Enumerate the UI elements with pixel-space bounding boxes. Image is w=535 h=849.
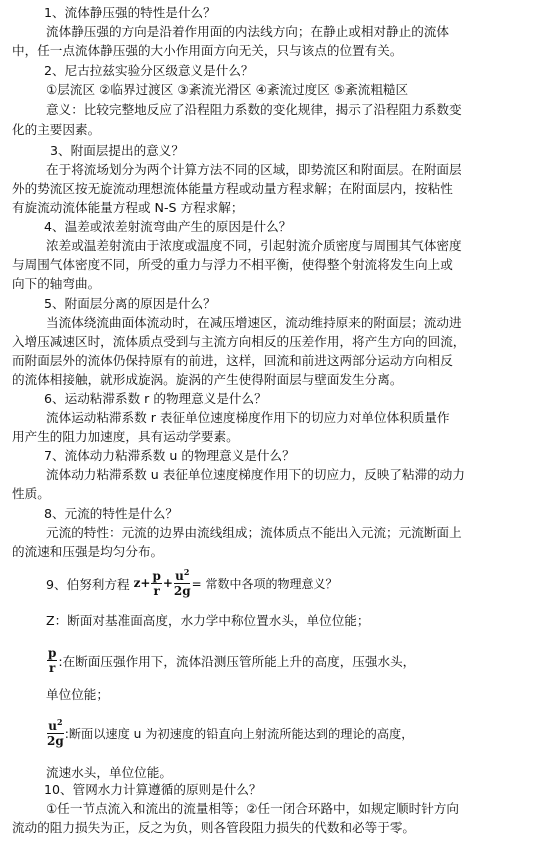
velocity-term-explanation <box>46 712 526 754</box>
formula-2g: 2g <box>173 584 191 598</box>
question-2: 2、尼古拉兹实验分区级意义是什么？ <box>44 63 254 78</box>
answer-10-line-2: 流动的阻力损失为正，反之为负，则各管段阻力损失的代数和必等于零。 <box>12 820 415 835</box>
answer-8-line-1: 元流的特性：元流的边界由流线组成；流体质点不能出入元流；元流断面上 <box>46 525 462 540</box>
formula-u-squared: $u^2$ <box>175 567 190 583</box>
answer-2-line-1: 意义：比较完整地反应了沿程阻力系数的变化规律，揭示了沿程阻力系数变 <box>46 102 462 117</box>
velocity-term-text: :断面以速度 u 为初速度的铅直向上射流所能达到的理论的高度， <box>64 726 414 741</box>
answer-5-line-3: 而附面层外的流体仍保持原有的前进，这样，回流和前进这两部分运动方向相反 <box>12 353 453 368</box>
question-4: 4、温差或浓差射流弯曲产生的原因是什么？ <box>44 219 292 234</box>
formula-r: r <box>153 583 160 598</box>
answer-4-line-2: 与周围气体密度不同，所受的重力与浮力不相平衡，使得整个射流将发生向上或 <box>12 257 453 272</box>
formula-plus-1: + <box>140 576 151 590</box>
answer-5-line-4: 的流体相接触，就形成旋涡。旋涡的产生使得附面层与壁面发生分离。 <box>12 372 403 387</box>
answer-10-line-1: ①任一节点流入和流出的流量相等；②任一闭合环路中，如规定顺时针方向 <box>46 801 459 816</box>
answer-7-line-1: 流体动力粘滞系数 u 表征单位速度梯度作用下的切应力，反映了粘滞的动力 <box>46 467 465 482</box>
velocity-fraction: $u^2$ 2g <box>47 717 64 748</box>
answer-3-line-1: 在于将流场划分为两个计算方法不同的区域，即势流区和附面层。在附面层 <box>46 162 462 177</box>
answer-4-line-1: 浓差或温差射流由于浓度或温度不同，引起射流介质密度与周围其气体密度 <box>46 238 462 253</box>
answer-6-line-1: 流体运动粘滞系数 r 表征单位速度梯度作用下的切应力对单位体积质量作 <box>46 410 450 425</box>
question-9-prefix: 9、伯努利方程 <box>46 576 130 592</box>
answer-1-line-1: 流体静压强的方向是沿着作用面的内法线方向；在静止或相对静止的流体 <box>46 24 449 39</box>
pressure-term-continuation: 单位位能； <box>46 687 109 702</box>
answer-3-line-2: 外的势流区按无旋流动理想流体能量方程或动量方程求解；在附面层内，按粘性 <box>12 181 453 196</box>
answer-2-line-2: 化的主要因素。 <box>12 122 101 137</box>
question-7: 7、流体动力粘滞系数 u 的物理意义是什么？ <box>44 448 295 463</box>
formula-velocity-term <box>174 568 191 598</box>
answer-1-line-2: 中，任一点流体静压强的大小作用面方向无关，只与该点的位置有关。 <box>12 43 403 58</box>
question-6: 6、运动粘滞系数 r 的物理意义是什么？ <box>44 391 267 406</box>
answer-5-line-2: 入增压减速区时，流体质点受到与主流方向相反的压差作用，将产生方向的回流， <box>12 334 466 349</box>
formula-pressure-term <box>151 569 161 598</box>
pressure-fraction: p r <box>48 645 57 675</box>
question-1: 1、流体静压强的特性是什么？ <box>44 5 216 20</box>
pressure-term-explanation <box>46 640 526 680</box>
answer-5-line-1: 当流体绕流曲面体流动时，在减压增速区，流动维持原来的附面层；流动进 <box>46 315 462 330</box>
formula-z: z <box>133 576 141 590</box>
question-8: 8、元流的特性是什么？ <box>44 506 178 521</box>
z-term-explanation: Z：断面对基准面高度，水力学中称位置水头，单位位能； <box>46 613 370 628</box>
question-5: 5、附面层分离的原因是什么？ <box>44 296 216 311</box>
zone-list: ①层流区 ②临界过渡区 ③紊流光滑区 ④紊流过度区 ⑤紊流粗糙区 <box>46 82 409 97</box>
answer-4-line-3: 向下的轴弯曲。 <box>12 276 101 291</box>
answer-6-line-2: 用产生的阻力加速度，具有运动学要素。 <box>12 429 239 444</box>
question-9-suffix: = 常数中各项的物理意义？ <box>191 576 338 591</box>
question-3: 3、附面层提出的意义？ <box>50 143 184 158</box>
answer-7-line-2: 性质。 <box>12 486 50 501</box>
question-9 <box>46 564 526 602</box>
formula-plus-2: + <box>162 576 173 590</box>
pressure-term-text: :在断面压强作用下，流体沿测压管所能上升的高度，压强水头， <box>58 653 416 669</box>
velocity-term-continuation: 流速水头，单位位能。 <box>46 765 172 780</box>
answer-3-line-3: 有旋流动流体能量方程或 N-S 方程求解； <box>12 200 244 215</box>
answer-8-line-2: 的流速和压强是均匀分布。 <box>12 544 164 559</box>
formula-p: p <box>152 568 161 583</box>
question-10: 10、管网水力计算遵循的原则是什么？ <box>44 782 262 797</box>
